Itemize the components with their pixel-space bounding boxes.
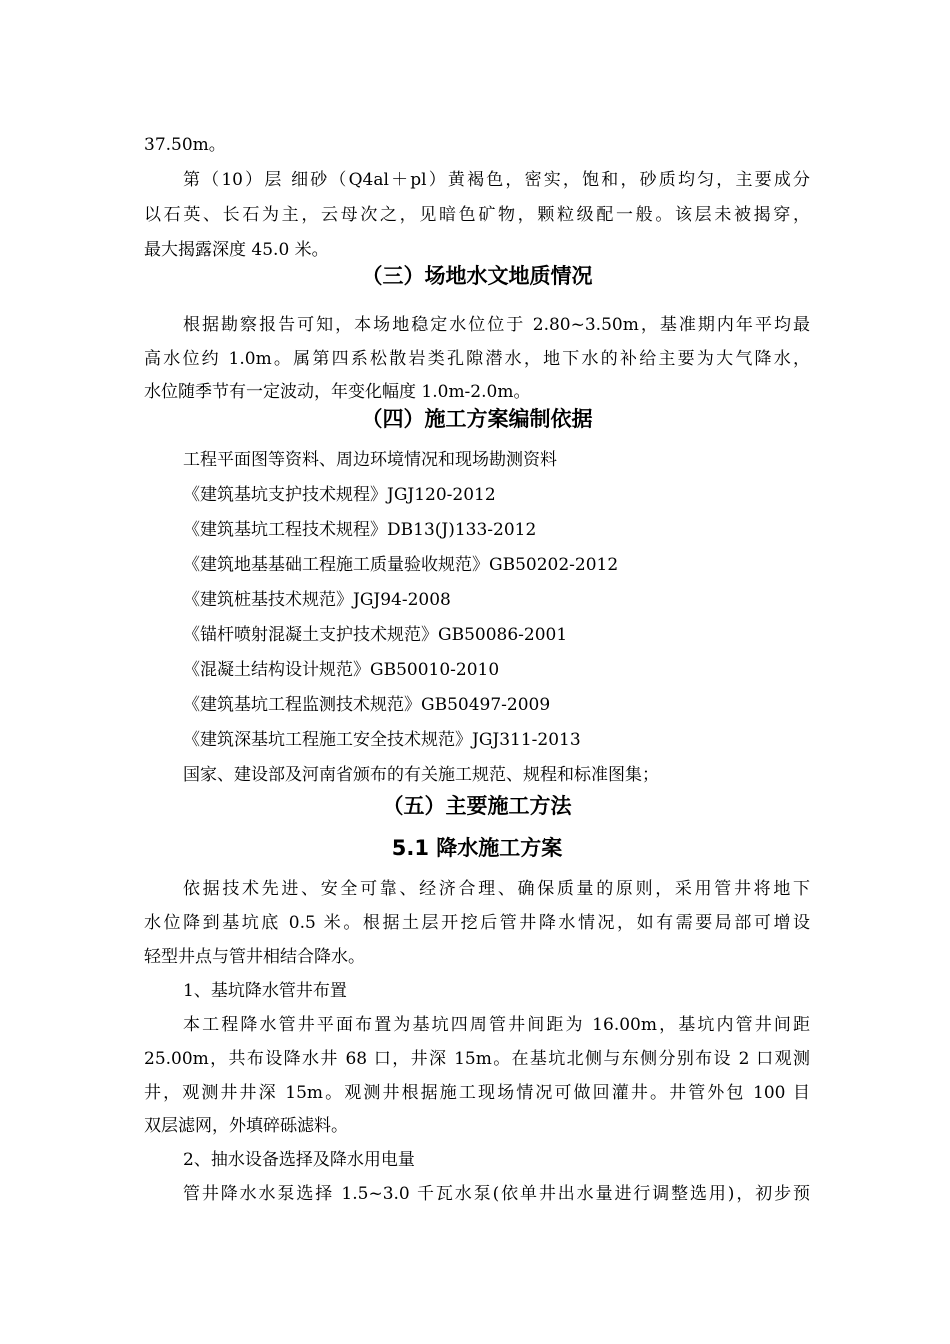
paragraph-line: 根据勘察报告可知，本场地稳定水位位于 2.80~3.50m，基准期内年平均最 <box>183 315 810 335</box>
paragraph-line: 井，观测井井深 15m。观测井根据施工现场情况可做回灌井。井管外包 100 目 <box>144 1083 810 1103</box>
list-item: 《建筑深基坑工程施工安全技术规范》JGJ311-2013 <box>183 730 581 750</box>
list-item: 《建筑基坑工程技术规程》DB13(J)133-2012 <box>183 520 537 540</box>
paragraph-line: 第（10）层 细砂（Q4al＋pl）黄褐色，密实，饱和，砂质均匀，主要成分 <box>183 170 810 190</box>
paragraph-line: 37.50m。 <box>144 135 226 155</box>
paragraph-line: 高水位约 1.0m。属第四系松散岩类孔隙潜水，地下水的补给主要为大气降水， <box>144 349 810 369</box>
paragraph-line: 25.00m，共布设降水井 68 口，井深 15m。在基坑北侧与东侧分别布设 2 口观测 <box>144 1049 810 1069</box>
paragraph-line: 管井降水水泵选择 1.5~3.0 千瓦水泵(依单井出水量进行调整选用)，初步预 <box>183 1184 810 1204</box>
list-item: 《锚杆喷射混凝土支护技术规范》GB50086-2001 <box>183 625 568 645</box>
list-item: 《建筑桩基技术规范》JGJ94-2008 <box>183 590 451 610</box>
list-item: 工程平面图等资料、周边环境情况和现场勘测资料 <box>183 450 557 470</box>
section-heading: （四）施工方案编制依据 <box>361 407 593 431</box>
paragraph-line: 最大揭露深度 45.0 米。 <box>144 240 329 260</box>
paragraph-line: 轻型井点与管井相结合降水。 <box>144 947 365 967</box>
list-item-heading: 2、抽水设备选择及降水用电量 <box>183 1150 415 1170</box>
list-item-heading: 1、基坑降水管井布置 <box>183 981 347 1001</box>
paragraph-line: 双层滤网，外填碎砾滤料。 <box>144 1116 348 1136</box>
list-item: 《建筑基坑工程监测技术规范》GB50497-2009 <box>183 695 551 715</box>
list-item: 《建筑地基基础工程施工质量验收规范》GB50202-2012 <box>183 555 619 575</box>
paragraph-line: 水位随季节有一定波动，年变化幅度 1.0m-2.0m。 <box>144 382 531 402</box>
subsection-heading: 5.1 降水施工方案 <box>391 836 563 860</box>
list-item: 《建筑基坑支护技术规程》JGJ120-2012 <box>183 485 496 505</box>
list-item: 国家、建设部及河南省颁布的有关施工规范、规程和标准图集； <box>183 765 659 785</box>
paragraph-line: 本工程降水管井平面布置为基坑四周管井间距为 16.00m，基坑内管井间距 <box>183 1015 810 1035</box>
section-heading: （五）主要施工方法 <box>382 794 572 818</box>
paragraph-line: 依据技术先进、安全可靠、经济合理、确保质量的原则，采用管井将地下 <box>183 879 810 899</box>
list-item: 《混凝土结构设计规范》GB50010-2010 <box>183 660 500 680</box>
paragraph-line: 以石英、长石为主，云母次之，见暗色矿物，颗粒级配一般。该层未被揭穿， <box>144 205 810 225</box>
paragraph-line: 水位降到基坑底 0.5 米。根据土层开挖后管井降水情况，如有需要局部可增设 <box>144 913 810 933</box>
section-heading: （三）场地水文地质情况 <box>361 264 593 288</box>
